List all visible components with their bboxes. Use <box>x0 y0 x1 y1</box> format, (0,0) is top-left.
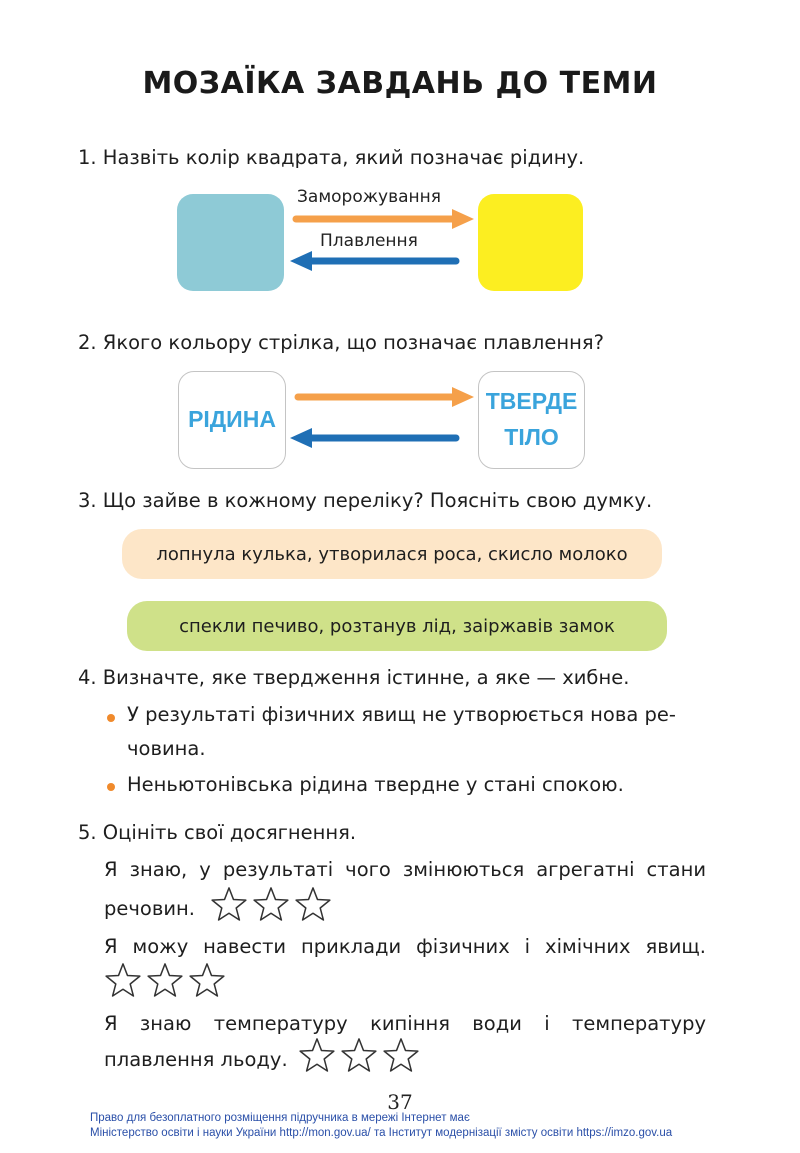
question-4: 4. Визначте, яке твердження істинне, а яке — хибне. <box>78 666 630 689</box>
melting-label: Плавлення <box>320 231 418 251</box>
bullet <box>107 714 115 722</box>
statement-1-line2: човина. <box>127 737 206 760</box>
star-icon[interactable] <box>146 962 184 998</box>
star-icon[interactable] <box>188 962 226 998</box>
self-assessment-3-line2: плавлення льоду. <box>104 1048 288 1071</box>
footer-line1: Право для безоплатного розміщення підручника в мережі Інтернет має <box>90 1112 470 1124</box>
q2-arrows <box>284 385 480 455</box>
page-number: 37 <box>387 1090 413 1114</box>
self-assessment-1-line2: речовин. <box>104 897 195 920</box>
melting-arrow <box>290 251 456 271</box>
liquid-box <box>178 371 286 469</box>
blue-arrow <box>290 428 456 448</box>
question-1: 1. Назвіть колір квадрата, який позначає рідину. <box>78 146 585 169</box>
star-rating-3[interactable] <box>298 1037 420 1073</box>
star-rating-1[interactable] <box>210 886 332 922</box>
liquid-box-label: РІДИНА <box>188 406 276 433</box>
list-1: лопнула кулька, утворилася роса, скисло молоко <box>122 529 662 579</box>
solid-square <box>478 194 583 291</box>
question-3: 3. Що зайве в кожному переліку? Поясніть свою думку. <box>78 489 653 512</box>
solid-box-line1: ТВЕРДЕ <box>485 388 578 415</box>
q1-arrows <box>284 205 480 275</box>
question-5: 5. Оцініть свої досягнення. <box>78 821 357 844</box>
statement-2: Неньютонівська рідина твердне у стані спокою. <box>127 773 624 796</box>
star-icon[interactable] <box>294 886 332 922</box>
question-2: 2. Якого кольору стрілка, що позначає плавлення? <box>78 331 604 354</box>
solid-box <box>478 371 585 469</box>
freezing-arrow <box>296 209 474 229</box>
page-title: МОЗАЇКА ЗАВДАНЬ ДО ТЕМИ <box>142 66 658 101</box>
bullet <box>107 783 115 791</box>
freezing-label: Заморожування <box>297 187 442 207</box>
liquid-square <box>177 194 284 291</box>
self-assessment-3-line1: Я знаю температуру кипіння води і температуру <box>104 1012 706 1035</box>
star-icon[interactable] <box>382 1037 420 1073</box>
solid-box-line2: ТІЛО <box>504 424 559 450</box>
self-assessment-2-line1: Я можу навести приклади фізичних і хімічних явищ. <box>104 935 706 958</box>
self-assessment-1-line1: Я знаю, у результаті чого змінюються агрегатні стани <box>104 858 706 881</box>
star-icon[interactable] <box>298 1037 336 1073</box>
footer-line2: Міністерство освіти і науки України http://mon.gov.ua/ та Інститут модернізації змісту освіти https://imzo.gov.ua <box>90 1127 673 1139</box>
star-rating-2[interactable] <box>104 962 226 998</box>
star-icon[interactable] <box>210 886 248 922</box>
star-icon[interactable] <box>104 962 142 998</box>
star-icon[interactable] <box>252 886 290 922</box>
orange-arrow <box>298 387 474 407</box>
statement-1-line1: У результаті фізичних явищ не утворюється нова ре- <box>127 703 676 726</box>
list-2: спекли печиво, розтанув лід, заіржавів замок <box>127 601 667 651</box>
star-icon[interactable] <box>340 1037 378 1073</box>
